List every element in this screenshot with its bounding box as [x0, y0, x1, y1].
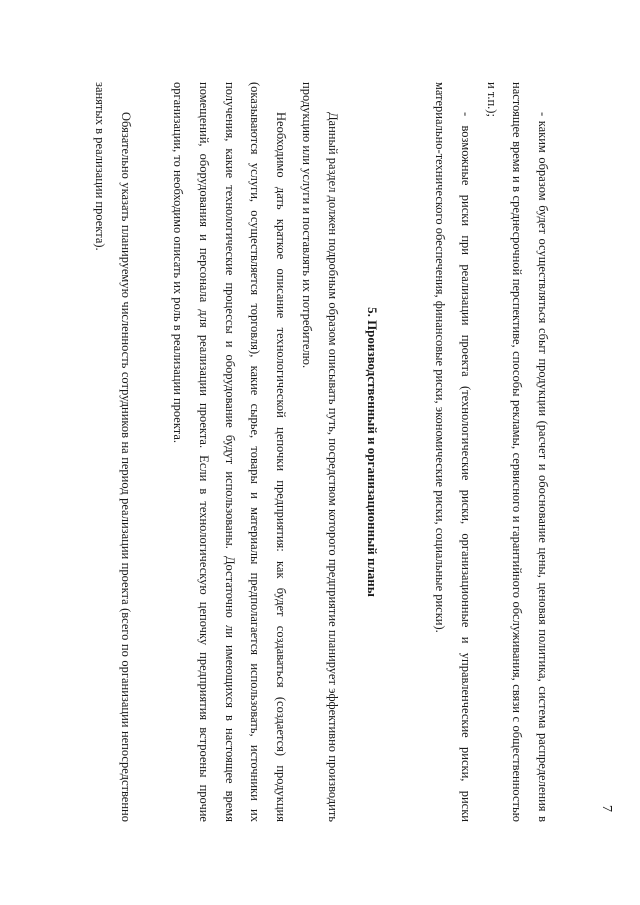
page-number: 7 [599, 805, 614, 812]
list-item-sales: - каким образом будет осуществляться сбыт продукции (расчет и обоснование цены, ценовая политика, система распределения в настоящее время и в среднесрочной перспективе, способы рекламы, сервисного и гарантийного обслуживания, связи с общественностью и т.п.); [484, 82, 550, 822]
paragraph-technology-chain: Необходимо дать краткое описание технологической цепочки предприятия: как будет создаваться (создается) продукция (оказываются услуги, осуществляется торговля), какие сырье, товары и материалы предполагается использовать, источники их получения, какие технологические процессы и оборудование будут использованы. Достаточно ли имеющихся в настоящее время помещений, оборудования и персонала для реализации проекта. Если в технологическую цепочку предприятия встроены прочие организации, то необходимо описать их роль в реализации проекта. [171, 82, 288, 822]
paragraph-staff: Обязательно указать планируемую численность сотрудников на период реализации проекта (всего по организации непосредственно занятых в реализации проекта). [93, 82, 133, 822]
section-heading: 5. Производственный и организационный планы [365, 307, 380, 597]
page-text-block [93, 82, 614, 822]
paragraph-intro: Данный раздел должен подробным образом описывать путь, посредством которого предприятие планирует эффективно производить продукцию или услуги и поставлять их потребителю. [300, 82, 340, 822]
rotated-content [93, 82, 614, 822]
list-item-risks: - возможные риски при реализации проекта (технологические риски, организационные и управленческие риски, риски материально-технического обеспечения, финансовые риски, экономические риски, социальные риски). [433, 82, 473, 822]
